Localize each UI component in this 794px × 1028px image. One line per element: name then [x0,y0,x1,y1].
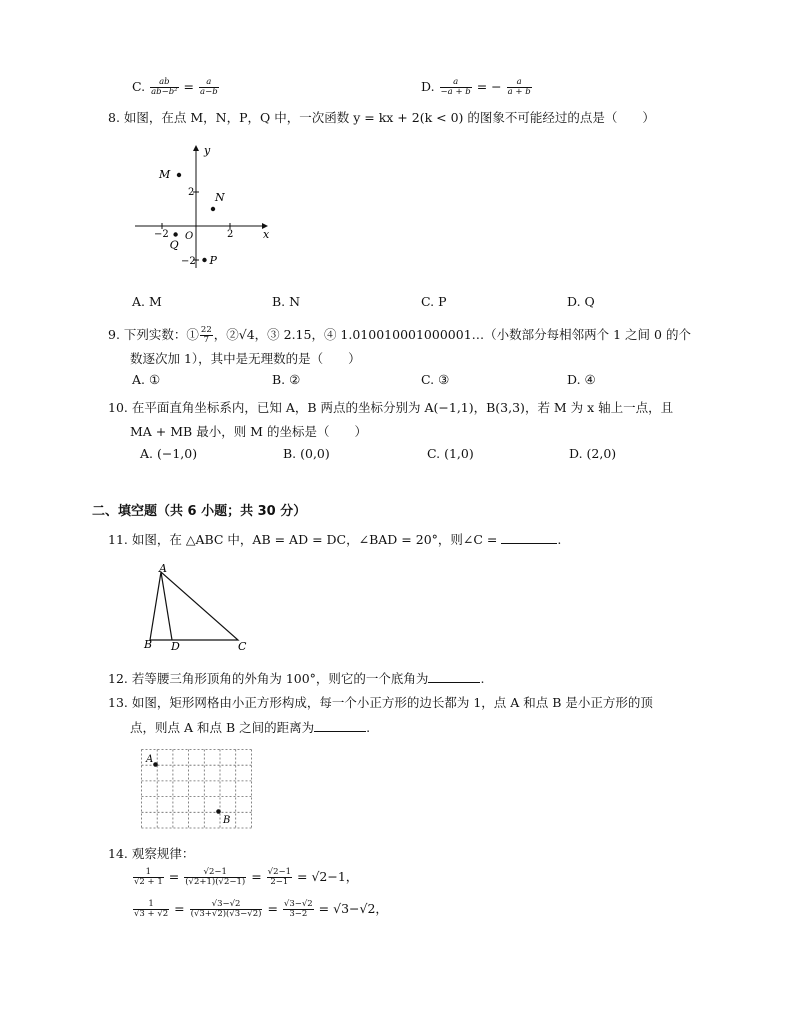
fraction: $\frac{a}{-a + b}$ [440,77,471,97]
tick-label-x-2: 2 [227,229,234,240]
q9-stem-line1: 9. 下列实数：① $\frac{22}{7}$ ，②√4，③ 2.15，④ 1.010010001000001…（小数部分每相邻两个 1 之间 0 的个 [108,325,691,345]
q8-option-c[interactable]: C. P [421,294,447,309]
fraction: $\frac{√3-√2}{3-2}$ [283,899,313,919]
q9-option-c[interactable]: C. ③ [421,372,450,387]
q8-stem: 8. 如图，在点 M，N，P，Q 中，一次函数 y = kx + 2(k < 0) 的图象不可能经过的点是（ ） [108,110,655,125]
q8-option-d[interactable]: D. Q [567,294,595,309]
fraction: $\frac{a}{a + b}$ [507,77,531,97]
q9-option-b[interactable]: B. ② [272,372,301,387]
q10-option-c[interactable]: C. (1,0) [427,446,474,461]
q9-option-a[interactable]: A. ① [132,372,161,387]
point-label-n: N [215,191,225,204]
q14-rule-1: $\frac{1}{√2 + 1}$ = $\frac{√2-1}{(√2+1)(√2-1)}$ = $\frac{√2-1}{2-1}$ = √2−1， [134,867,359,887]
fraction: $\frac{22}{7}$ [200,325,212,345]
q8-option-a[interactable]: A. M [132,294,162,309]
q13-stem-line1: 13. 如图，矩形网格由小正方形构成，每一个小正方形的边长都为 1，点 A 和点 B 是小正方形的顶 [108,695,653,710]
fraction: $\frac{1}{√2 + 1}$ [134,867,163,887]
q14-rule-2: $\frac{1}{√3 + √2}$ = $\frac{√3-√2}{(√3+√2)(√3-√2)}$ = $\frac{√3-√2}{3-2}$ = √3−√2， [134,899,388,919]
point-label-m: M [159,168,171,181]
q7-option-d[interactable]: D. $\frac{a}{-a + b}$ = − $\frac{a}{a + b}$ [421,77,531,97]
vertex-label-b: B [144,638,153,651]
q10-option-a[interactable]: A. (−1,0) [140,446,198,461]
fraction: $\frac{1}{√3 + √2}$ [134,899,169,919]
q14-title: 14. 观察规律： [108,846,195,861]
grid-label-b: B [223,815,231,826]
fraction: $\frac{√3-√2}{(√3+√2)(√3-√2)}$ [190,899,262,919]
grid-point-b [216,809,221,814]
point-p [202,258,206,262]
origin-label: O [185,231,194,242]
grid-point-a [153,762,158,767]
tick-label-x-neg2: −2 [154,229,169,240]
answer-blank[interactable] [314,719,366,732]
vertex-label-d: D [171,640,180,652]
point-m [177,173,181,177]
grid-label-a: A [146,754,154,765]
fraction: $\frac{√2-1}{(√2+1)(√2-1)}$ [185,867,246,887]
segment-ad [161,572,172,640]
q12-stem: 12. 若等腰三角形顶角的外角为 100°，则它的一个底角为 . [108,671,485,686]
q7-option-c[interactable]: C. $\frac{ab}{\text{ab−b²}}$ = $\frac{a}{a-b}$ [132,77,218,97]
q10-option-b[interactable]: B. (0,0) [283,446,330,461]
q10-stem-line1: 10. 在平面直角坐标系内，已知 A，B 两点的坐标分别为 A(−1,1)，B(3,3)，若 M 为 x 轴上一点，且 [108,400,674,415]
vertex-label-a: A [159,562,167,575]
q10-stem-line2: MA + MB 最小，则 M 的坐标是（ ） [130,424,367,439]
tick-label-y-2: 2 [188,187,195,198]
point-n [211,207,215,211]
q8-option-b[interactable]: B. N [272,294,301,309]
q10-option-d[interactable]: D. (2,0) [569,446,617,461]
point-q [173,232,177,236]
answer-blank[interactable] [428,670,480,683]
q8-coordinate-graph [130,140,280,275]
point-label-p: P [209,254,217,267]
q9-stem-line2: 数逐次加 1），其中是无理数的是（ ） [130,351,361,366]
tick-label-y-neg2: −2 [181,256,196,267]
q11-triangle-figure [140,562,255,652]
point-label-q: Q [169,238,179,252]
q11-stem: 11. 如图，在 △ABC 中，AB = AD = DC，∠BAD = 20°，则∠C = . [108,532,562,547]
section-title: 二、填空题（共 6 小题；共 30 分） [92,504,307,519]
x-axis-label: x [263,228,270,241]
fraction: $\frac{ab}{\text{ab−b²}}$ [151,77,178,97]
fraction: $\frac{a}{a-b}$ [200,77,218,97]
vertex-label-c: C [238,640,247,652]
q9-option-d[interactable]: D. ④ [567,372,596,387]
fraction: $\frac{√2-1}{2-1}$ [267,867,292,887]
q13-stem-line2: 点，则点 A 和点 B 之间的距离为 . [130,720,371,735]
q13-grid-figure [140,748,255,832]
answer-blank[interactable] [501,531,557,544]
y-axis-label: y [204,144,211,157]
